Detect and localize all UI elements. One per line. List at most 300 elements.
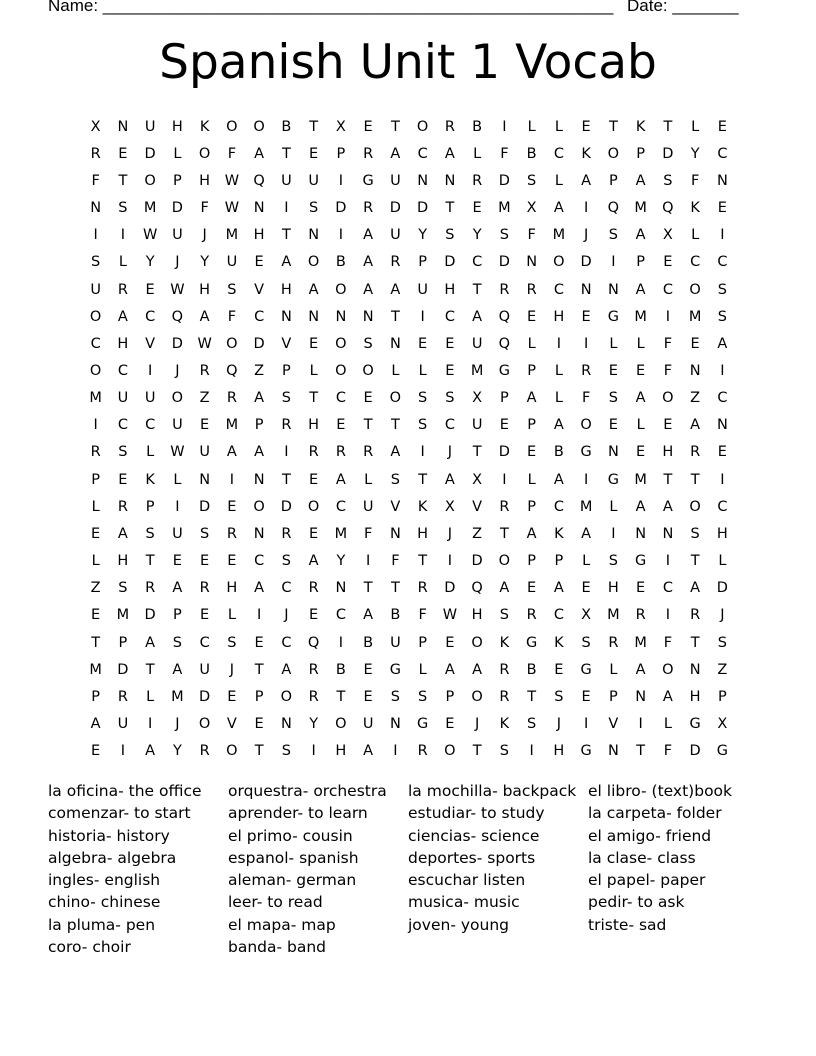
- grid-letter[interactable]: G: [498, 362, 510, 379]
- grid-letter[interactable]: Y: [200, 254, 210, 271]
- grid-letter[interactable]: I: [338, 172, 344, 189]
- grid-letter[interactable]: E: [499, 417, 509, 434]
- grid-letter[interactable]: A: [308, 281, 319, 298]
- grid-letter[interactable]: E: [336, 417, 346, 434]
- grid-letter[interactable]: T: [390, 118, 400, 135]
- grid-letter[interactable]: F: [227, 308, 237, 325]
- grid-letter[interactable]: A: [254, 390, 265, 407]
- grid-letter[interactable]: R: [363, 145, 374, 162]
- grid-letter[interactable]: O: [689, 498, 701, 515]
- grid-letter[interactable]: Z: [90, 580, 101, 597]
- grid-letter[interactable]: A: [499, 580, 510, 597]
- grid-letter[interactable]: A: [363, 227, 374, 244]
- grid-letter[interactable]: H: [553, 308, 565, 325]
- grid-letter[interactable]: A: [254, 580, 265, 597]
- grid-letter[interactable]: E: [581, 580, 591, 597]
- grid-letter[interactable]: L: [473, 145, 482, 162]
- grid-letter[interactable]: L: [554, 390, 563, 407]
- grid-letter[interactable]: A: [254, 444, 265, 461]
- grid-letter[interactable]: S: [418, 417, 428, 434]
- grid-letter[interactable]: I: [556, 335, 562, 352]
- grid-letter[interactable]: H: [117, 335, 129, 352]
- grid-letter[interactable]: J: [202, 227, 207, 244]
- grid-letter[interactable]: U: [144, 390, 156, 407]
- grid-letter[interactable]: U: [362, 716, 374, 733]
- grid-letter[interactable]: A: [390, 444, 401, 461]
- grid-letter[interactable]: O: [144, 172, 156, 189]
- grid-letter[interactable]: N: [607, 743, 619, 760]
- grid-letter[interactable]: Z: [717, 661, 728, 678]
- grid-letter[interactable]: T: [499, 525, 509, 542]
- grid-letter[interactable]: I: [665, 308, 671, 325]
- grid-letter[interactable]: E: [172, 553, 182, 570]
- grid-letter[interactable]: P: [554, 553, 564, 570]
- grid-letter[interactable]: L: [391, 362, 400, 379]
- grid-letter[interactable]: W: [224, 200, 240, 217]
- grid-letter[interactable]: R: [499, 688, 510, 705]
- grid-letter[interactable]: L: [364, 471, 373, 488]
- grid-letter[interactable]: A: [690, 580, 701, 597]
- grid-letter[interactable]: L: [527, 471, 536, 488]
- grid-letter[interactable]: F: [91, 172, 100, 189]
- grid-letter[interactable]: I: [447, 553, 453, 570]
- grid-letter[interactable]: S: [200, 525, 210, 542]
- grid-letter[interactable]: O: [689, 281, 701, 298]
- grid-letter[interactable]: E: [581, 118, 591, 135]
- grid-letter[interactable]: N: [90, 200, 102, 217]
- grid-letter[interactable]: A: [363, 743, 374, 760]
- grid-letter[interactable]: H: [417, 525, 429, 542]
- grid-letter[interactable]: H: [171, 118, 183, 135]
- grid-letter[interactable]: E: [145, 281, 155, 298]
- grid-letter[interactable]: L: [146, 688, 155, 705]
- grid-letter[interactable]: A: [444, 661, 455, 678]
- grid-letter[interactable]: S: [91, 254, 101, 271]
- grid-letter[interactable]: R: [417, 743, 428, 760]
- grid-letter[interactable]: I: [720, 227, 725, 244]
- grid-letter[interactable]: I: [147, 362, 153, 379]
- grid-letter[interactable]: M: [634, 634, 647, 651]
- grid-letter[interactable]: O: [89, 362, 102, 379]
- grid-letter[interactable]: Q: [226, 362, 238, 379]
- grid-letter[interactable]: H: [253, 227, 265, 244]
- grid-letter[interactable]: M: [470, 362, 484, 379]
- grid-letter[interactable]: O: [198, 716, 211, 733]
- grid-letter[interactable]: E: [418, 335, 428, 352]
- grid-letter[interactable]: O: [171, 390, 184, 407]
- grid-letter[interactable]: N: [444, 172, 456, 189]
- grid-letter[interactable]: S: [608, 553, 618, 570]
- grid-letter[interactable]: E: [118, 471, 128, 488]
- grid-letter[interactable]: O: [471, 634, 483, 651]
- grid-letter[interactable]: T: [363, 417, 373, 434]
- grid-letter[interactable]: K: [690, 200, 700, 217]
- grid-letter[interactable]: R: [308, 688, 319, 705]
- grid-letter[interactable]: P: [145, 498, 155, 515]
- grid-letter[interactable]: S: [445, 227, 455, 244]
- grid-letter[interactable]: E: [254, 716, 264, 733]
- grid-letter[interactable]: V: [226, 716, 237, 733]
- grid-letter[interactable]: U: [471, 335, 483, 352]
- grid-letter[interactable]: O: [198, 145, 211, 162]
- grid-letter[interactable]: C: [717, 390, 728, 407]
- grid-letter[interactable]: H: [662, 444, 674, 461]
- grid-letter[interactable]: R: [281, 417, 292, 434]
- grid-letter[interactable]: R: [690, 444, 701, 461]
- grid-letter[interactable]: R: [199, 743, 210, 760]
- grid-letter[interactable]: L: [691, 118, 700, 135]
- grid-letter[interactable]: E: [608, 417, 618, 434]
- grid-letter[interactable]: C: [553, 607, 564, 624]
- grid-letter[interactable]: I: [583, 200, 589, 217]
- grid-letter[interactable]: R: [335, 444, 346, 461]
- grid-letter[interactable]: R: [363, 200, 374, 217]
- grid-letter[interactable]: T: [690, 553, 700, 570]
- grid-letter[interactable]: W: [197, 335, 212, 352]
- grid-letter[interactable]: A: [581, 172, 592, 189]
- grid-letter[interactable]: Q: [607, 200, 620, 217]
- grid-letter[interactable]: T: [390, 417, 400, 434]
- grid-letter[interactable]: N: [253, 471, 265, 488]
- grid-letter[interactable]: O: [553, 254, 565, 271]
- grid-letter[interactable]: A: [717, 335, 728, 352]
- grid-letter[interactable]: L: [418, 661, 427, 678]
- grid-letter[interactable]: H: [199, 281, 211, 298]
- grid-letter[interactable]: E: [227, 498, 237, 515]
- grid-letter[interactable]: S: [581, 634, 591, 651]
- grid-letter[interactable]: T: [472, 444, 482, 461]
- grid-letter[interactable]: D: [117, 661, 129, 678]
- grid-letter[interactable]: S: [527, 716, 537, 733]
- grid-letter[interactable]: N: [389, 335, 401, 352]
- grid-letter[interactable]: B: [553, 444, 564, 461]
- grid-letter[interactable]: N: [689, 362, 701, 379]
- grid-letter[interactable]: E: [363, 661, 373, 678]
- grid-letter[interactable]: S: [363, 335, 373, 352]
- grid-letter[interactable]: C: [117, 417, 128, 434]
- grid-letter[interactable]: M: [143, 200, 157, 217]
- grid-letter[interactable]: A: [635, 390, 646, 407]
- grid-letter[interactable]: C: [117, 362, 128, 379]
- grid-letter[interactable]: C: [662, 580, 673, 597]
- grid-letter[interactable]: A: [363, 607, 374, 624]
- grid-letter[interactable]: J: [175, 254, 180, 271]
- grid-letter[interactable]: Y: [172, 743, 182, 760]
- grid-letter[interactable]: S: [118, 444, 128, 461]
- grid-letter[interactable]: D: [199, 498, 211, 515]
- grid-letter[interactable]: N: [362, 308, 374, 325]
- grid-letter[interactable]: C: [145, 417, 156, 434]
- grid-letter[interactable]: C: [335, 390, 346, 407]
- grid-letter[interactable]: U: [117, 716, 129, 733]
- grid-letter[interactable]: A: [117, 308, 128, 325]
- grid-letter[interactable]: R: [581, 362, 592, 379]
- grid-letter[interactable]: M: [634, 471, 647, 488]
- grid-letter[interactable]: P: [527, 498, 536, 515]
- grid-letter[interactable]: A: [172, 580, 183, 597]
- grid-letter[interactable]: I: [720, 471, 725, 488]
- grid-letter[interactable]: E: [445, 716, 455, 733]
- grid-letter[interactable]: R: [390, 254, 401, 271]
- grid-letter[interactable]: V: [281, 335, 292, 352]
- grid-letter[interactable]: R: [499, 661, 510, 678]
- grid-letter[interactable]: X: [662, 227, 673, 244]
- grid-letter[interactable]: O: [662, 661, 674, 678]
- grid-letter[interactable]: T: [145, 553, 155, 570]
- grid-letter[interactable]: E: [663, 254, 673, 271]
- grid-letter[interactable]: S: [227, 634, 237, 651]
- date-field[interactable]: Date: _______: [627, 0, 739, 15]
- grid-letter[interactable]: C: [553, 498, 564, 515]
- grid-letter[interactable]: I: [665, 607, 671, 624]
- grid-letter[interactable]: I: [311, 743, 316, 760]
- grid-letter[interactable]: I: [611, 254, 616, 271]
- grid-letter[interactable]: M: [634, 308, 647, 325]
- grid-letter[interactable]: N: [335, 308, 347, 325]
- grid-letter[interactable]: E: [118, 145, 128, 162]
- grid-letter[interactable]: T: [281, 471, 291, 488]
- grid-letter[interactable]: G: [580, 661, 592, 678]
- grid-letter[interactable]: T: [254, 743, 264, 760]
- grid-letter[interactable]: I: [393, 743, 398, 760]
- grid-letter[interactable]: G: [635, 553, 647, 570]
- grid-letter[interactable]: I: [93, 227, 98, 244]
- grid-letter[interactable]: E: [91, 607, 101, 624]
- grid-letter[interactable]: M: [634, 200, 647, 217]
- grid-letter[interactable]: K: [635, 118, 646, 135]
- grid-letter[interactable]: N: [662, 525, 674, 542]
- grid-letter[interactable]: D: [689, 743, 701, 760]
- grid-letter[interactable]: V: [254, 281, 265, 298]
- grid-letter[interactable]: I: [284, 200, 289, 217]
- grid-letter[interactable]: S: [390, 471, 400, 488]
- grid-letter[interactable]: S: [717, 281, 727, 298]
- grid-letter[interactable]: O: [335, 362, 347, 379]
- grid-letter[interactable]: J: [175, 362, 180, 379]
- grid-letter[interactable]: S: [281, 390, 291, 407]
- grid-letter[interactable]: E: [254, 634, 264, 651]
- grid-letter[interactable]: L: [227, 607, 236, 624]
- grid-letter[interactable]: L: [173, 471, 182, 488]
- grid-letter[interactable]: E: [636, 362, 646, 379]
- grid-letter[interactable]: O: [307, 498, 320, 515]
- grid-letter[interactable]: W: [170, 281, 185, 298]
- grid-letter[interactable]: T: [309, 118, 319, 135]
- grid-letter[interactable]: N: [417, 172, 429, 189]
- grid-letter[interactable]: G: [362, 172, 374, 189]
- grid-letter[interactable]: N: [280, 716, 292, 733]
- grid-letter[interactable]: D: [580, 254, 592, 271]
- grid-letter[interactable]: A: [553, 417, 564, 434]
- grid-letter[interactable]: A: [553, 580, 564, 597]
- grid-letter[interactable]: S: [172, 634, 182, 651]
- grid-letter[interactable]: O: [335, 716, 347, 733]
- grid-letter[interactable]: A: [363, 281, 374, 298]
- grid-letter[interactable]: A: [662, 688, 673, 705]
- grid-letter[interactable]: I: [338, 227, 344, 244]
- grid-letter[interactable]: T: [445, 200, 455, 217]
- grid-letter[interactable]: H: [553, 743, 565, 760]
- grid-letter[interactable]: C: [553, 281, 564, 298]
- grid-letter[interactable]: S: [663, 172, 673, 189]
- grid-letter[interactable]: A: [145, 634, 156, 651]
- grid-letter[interactable]: K: [554, 634, 564, 651]
- grid-letter[interactable]: D: [253, 335, 265, 352]
- grid-letter[interactable]: L: [309, 362, 318, 379]
- grid-letter[interactable]: U: [308, 172, 319, 189]
- grid-letter[interactable]: L: [118, 254, 127, 271]
- grid-letter[interactable]: J: [720, 607, 725, 624]
- grid-letter[interactable]: I: [284, 444, 289, 461]
- grid-letter[interactable]: C: [281, 634, 292, 651]
- grid-letter[interactable]: K: [199, 118, 210, 135]
- grid-letter[interactable]: U: [226, 254, 238, 271]
- grid-letter[interactable]: D: [716, 580, 728, 597]
- grid-letter[interactable]: I: [529, 743, 534, 760]
- name-field[interactable]: Name: ______________________________________________________: [48, 0, 614, 15]
- grid-letter[interactable]: T: [418, 553, 428, 570]
- grid-letter[interactable]: E: [636, 580, 646, 597]
- grid-letter[interactable]: O: [416, 118, 429, 135]
- grid-letter[interactable]: T: [281, 145, 291, 162]
- grid-letter[interactable]: E: [717, 200, 727, 217]
- grid-letter[interactable]: E: [581, 308, 591, 325]
- grid-letter[interactable]: L: [636, 335, 645, 352]
- grid-letter[interactable]: V: [390, 498, 401, 515]
- grid-letter[interactable]: R: [117, 281, 128, 298]
- grid-letter[interactable]: N: [607, 444, 619, 461]
- grid-letter[interactable]: Q: [171, 308, 184, 325]
- grid-letter[interactable]: L: [554, 118, 563, 135]
- grid-letter[interactable]: D: [144, 607, 156, 624]
- grid-letter[interactable]: O: [662, 390, 674, 407]
- grid-letter[interactable]: I: [665, 553, 671, 570]
- grid-letter[interactable]: T: [118, 172, 128, 189]
- grid-letter[interactable]: R: [145, 580, 156, 597]
- grid-letter[interactable]: K: [417, 498, 428, 515]
- grid-letter[interactable]: E: [527, 308, 537, 325]
- grid-letter[interactable]: R: [308, 661, 319, 678]
- grid-letter[interactable]: D: [498, 254, 510, 271]
- grid-letter[interactable]: S: [281, 553, 291, 570]
- grid-letter[interactable]: M: [225, 227, 239, 244]
- grid-letter[interactable]: N: [308, 308, 320, 325]
- grid-letter[interactable]: T: [363, 580, 373, 597]
- grid-letter[interactable]: T: [281, 227, 291, 244]
- grid-letter[interactable]: Q: [471, 580, 483, 597]
- grid-letter[interactable]: A: [281, 661, 292, 678]
- grid-letter[interactable]: D: [171, 200, 183, 217]
- grid-letter[interactable]: A: [335, 471, 346, 488]
- grid-letter[interactable]: I: [365, 553, 371, 570]
- grid-letter[interactable]: X: [335, 118, 346, 135]
- grid-letter[interactable]: F: [227, 145, 237, 162]
- grid-letter[interactable]: K: [145, 471, 155, 488]
- grid-letter[interactable]: A: [444, 145, 455, 162]
- grid-letter[interactable]: L: [527, 118, 536, 135]
- grid-letter[interactable]: U: [199, 444, 210, 461]
- grid-letter[interactable]: O: [253, 498, 265, 515]
- grid-letter[interactable]: P: [418, 254, 427, 271]
- grid-letter[interactable]: T: [336, 688, 346, 705]
- grid-letter[interactable]: A: [308, 553, 319, 570]
- grid-letter[interactable]: H: [117, 553, 129, 570]
- grid-letter[interactable]: O: [444, 743, 456, 760]
- grid-letter[interactable]: U: [117, 390, 129, 407]
- grid-letter[interactable]: P: [254, 688, 264, 705]
- grid-letter[interactable]: R: [226, 390, 237, 407]
- grid-letter[interactable]: P: [254, 417, 264, 434]
- grid-letter[interactable]: S: [445, 390, 455, 407]
- grid-letter[interactable]: B: [472, 118, 483, 135]
- grid-letter[interactable]: V: [608, 716, 619, 733]
- grid-letter[interactable]: A: [635, 172, 646, 189]
- grid-letter[interactable]: A: [281, 254, 292, 271]
- grid-letter[interactable]: O: [226, 743, 238, 760]
- grid-letter[interactable]: H: [199, 172, 211, 189]
- grid-letter[interactable]: X: [717, 716, 728, 733]
- grid-letter[interactable]: R: [281, 525, 292, 542]
- grid-letter[interactable]: R: [226, 525, 237, 542]
- grid-letter[interactable]: G: [689, 716, 701, 733]
- grid-letter[interactable]: U: [172, 417, 183, 434]
- grid-letter[interactable]: G: [389, 661, 401, 678]
- grid-letter[interactable]: U: [199, 661, 210, 678]
- grid-letter[interactable]: J: [556, 716, 562, 733]
- grid-letter[interactable]: X: [526, 200, 537, 217]
- grid-letter[interactable]: L: [582, 553, 591, 570]
- grid-letter[interactable]: M: [552, 227, 566, 244]
- grid-letter[interactable]: O: [498, 553, 511, 570]
- grid-letter[interactable]: U: [144, 118, 156, 135]
- grid-letter[interactable]: L: [527, 335, 536, 352]
- grid-letter[interactable]: Q: [253, 172, 265, 189]
- grid-letter[interactable]: L: [554, 172, 563, 189]
- grid-letter[interactable]: R: [526, 607, 537, 624]
- grid-letter[interactable]: A: [581, 525, 592, 542]
- grid-letter[interactable]: P: [173, 607, 182, 624]
- grid-letter[interactable]: O: [89, 308, 102, 325]
- grid-letter[interactable]: A: [390, 281, 401, 298]
- grid-letter[interactable]: V: [472, 498, 483, 515]
- grid-letter[interactable]: C: [444, 308, 455, 325]
- grid-letter[interactable]: N: [716, 417, 728, 434]
- grid-letter[interactable]: N: [335, 580, 347, 597]
- grid-letter[interactable]: P: [636, 145, 645, 162]
- grid-letter[interactable]: E: [91, 743, 101, 760]
- grid-letter[interactable]: O: [335, 281, 347, 298]
- grid-letter[interactable]: U: [90, 281, 101, 298]
- grid-letter[interactable]: C: [717, 254, 728, 271]
- grid-letter[interactable]: P: [91, 688, 100, 705]
- grid-letter[interactable]: R: [90, 145, 101, 162]
- grid-letter[interactable]: S: [390, 688, 400, 705]
- grid-letter[interactable]: O: [362, 362, 374, 379]
- grid-letter[interactable]: A: [553, 471, 564, 488]
- grid-letter[interactable]: B: [363, 634, 374, 651]
- grid-letter[interactable]: C: [472, 254, 483, 271]
- grid-letter[interactable]: P: [336, 145, 346, 162]
- grid-letter[interactable]: H: [335, 743, 347, 760]
- grid-letter[interactable]: N: [526, 254, 538, 271]
- grid-letter[interactable]: H: [471, 607, 483, 624]
- grid-letter[interactable]: O: [471, 688, 483, 705]
- grid-letter[interactable]: U: [390, 227, 401, 244]
- grid-letter[interactable]: S: [418, 688, 428, 705]
- grid-letter[interactable]: E: [227, 688, 237, 705]
- grid-letter[interactable]: B: [335, 661, 346, 678]
- grid-letter[interactable]: C: [254, 308, 265, 325]
